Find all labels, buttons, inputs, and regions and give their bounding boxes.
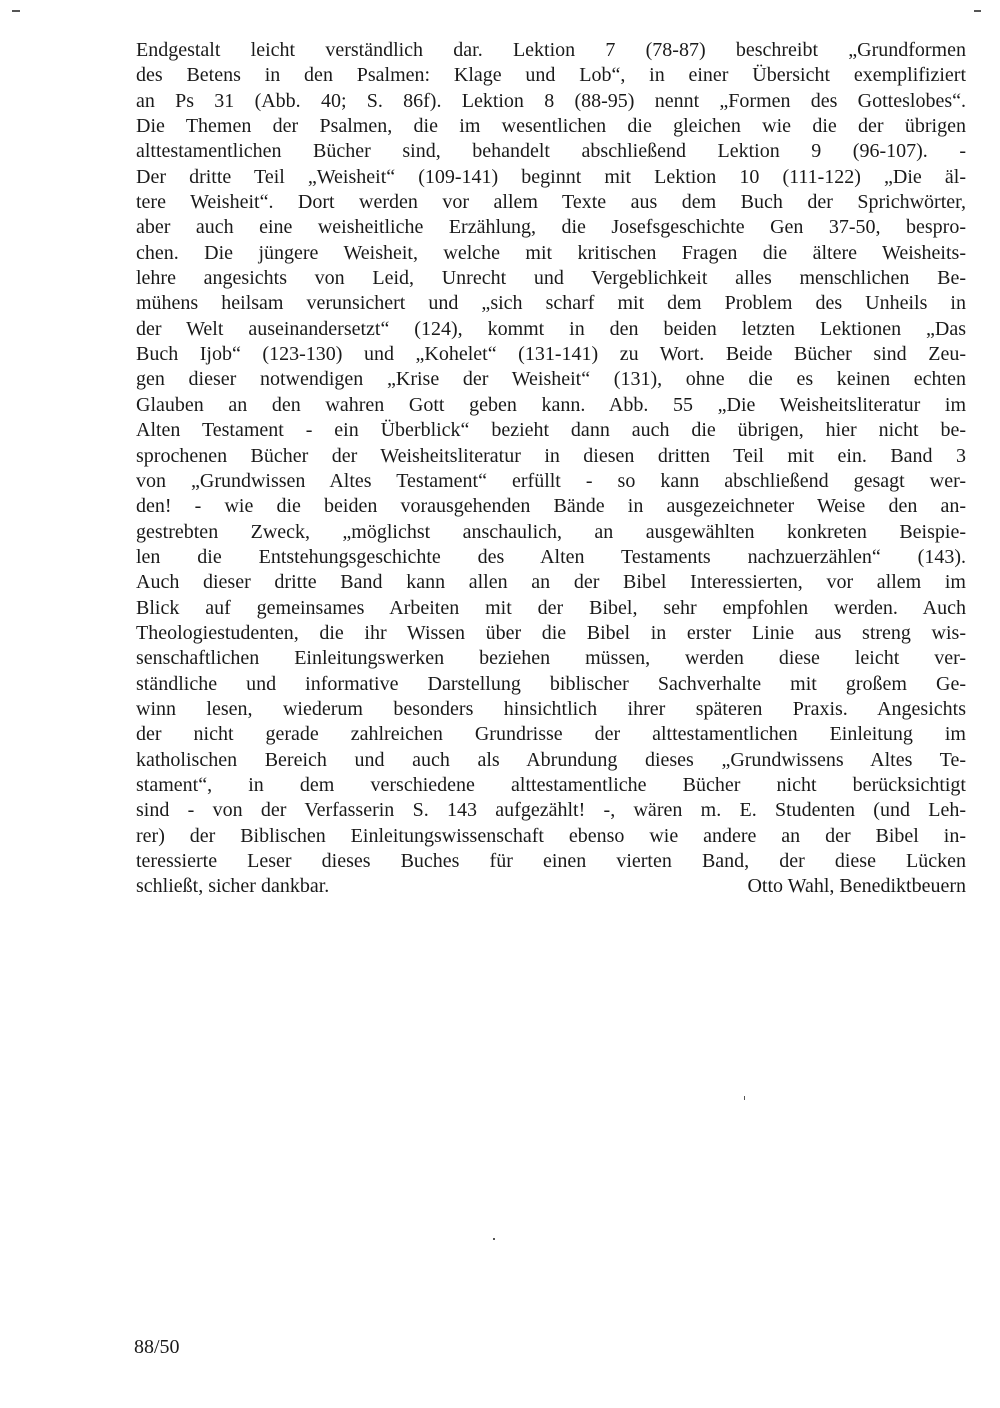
page-number: 88/50 (134, 1336, 180, 1358)
text-line: Endgestalt leicht verständlich dar. Lektion 7 (78-87) beschreibt „Grundformen (136, 39, 966, 61)
text-line: gestrebten Zweck, „möglichst anschaulich, an ausgewählten konkreten Beispie- (136, 520, 966, 543)
text-line: lehre angesichts von Leid, Unrecht und Vergeblichkeit alles menschlichen Be- (136, 267, 966, 290)
text-line: alttestamentlichen Bücher sind, behandelt abschließend Lektion 9 (96-107). - (136, 140, 966, 163)
text-line: aber auch eine weisheitliche Erzählung, die Josefsgeschichte Gen 37-50, bespro- (136, 216, 966, 239)
text-line: sprochenen Bücher der Weisheitsliteratur in diesen dritten Teil mit ein. Band 3 (136, 444, 966, 467)
text-line: katholischen Bereich und auch als Abrundung dieses „Grundwissens Altes Te- (136, 748, 966, 771)
text-line: Die Themen der Psalmen, die im wesentlichen die gleichen wie die der übrigen (136, 115, 966, 138)
text-line: Blick auf gemeinsames Arbeiten mit der Bibel, sehr empfohlen werden. Auch (136, 596, 966, 619)
text-line: den! - wie die beiden vorausgehenden Bände in ausgezeichneter Weise den an- (136, 495, 966, 518)
text-line: Theologiestudenten, die ihr Wissen über die Bibel in erster Linie aus streng wis- (136, 621, 966, 644)
text-line: rer) der Biblischen Einleitungswissenschaft ebenso wie andere an der Bibel in- (136, 824, 966, 847)
text-line: von „Grundwissen Altes Testament“ erfüllt - so kann abschließend gesagt wer- (136, 469, 966, 492)
text-line: Der dritte Teil „Weisheit“ (109-141) beginnt mit Lektion 10 (111-122) „Die äl- (136, 165, 966, 188)
scan-artifact-dot (493, 1238, 495, 1240)
text-line: winn lesen, wiederum besonders hinsichtlich ihrer späteren Praxis. Angesichts (136, 697, 966, 720)
text-line: senschaftlichen Einleitungswerken beziehen müssen, werden diese leicht ver- (136, 647, 966, 670)
text-line: teressierte Leser dieses Buches für einen vierten Band, der diese Lücken (136, 850, 966, 872)
text-line: ständliche und informative Darstellung biblischer Sachverhalte mit großem Ge- (136, 672, 966, 695)
scan-artifact-top-right (974, 10, 981, 12)
text-line: an Ps 31 (Abb. 40; S. 86f). Lektion 8 (88-95) nennt „Formen des Gotteslobes“. (136, 89, 966, 112)
author-signature: Otto Wahl, Benediktbeuern (747, 875, 966, 898)
text-line: tere Weisheit“. Dort werden vor allem Texte aus dem Buch der Sprichwörter, (136, 191, 966, 214)
text-line: des Betens in den Psalmen: Klage und Lob“, in einer Übersicht exemplifiziert (136, 64, 966, 87)
text-line: Alten Testament - ein Überblick“ bezieht dann auch die übrigen, hier nicht be- (136, 419, 966, 442)
text-line: mühens heilsam verunsichert und „sich scharf mit dem Problem des Unheils in (136, 292, 966, 315)
text-line: der nicht gerade zahlreichen Grundrisse der alttestamentlichen Einleitung im (136, 723, 966, 746)
text-line: der Welt auseinandersetzt“ (124), kommt in den beiden letzten Lektionen „Das (136, 317, 966, 340)
text-line: Auch dieser dritte Band kann allen an der Bibel Interessierten, vor allem im (136, 571, 966, 594)
text-line: stament“, in dem verschiedene alttestamentliche Bücher nicht berücksichtigt (136, 773, 966, 796)
text-line: gen dieser notwendigen „Krise der Weisheit“ (131), ohne die es keinen echten (136, 368, 966, 391)
text-line: Buch Ijob“ (123-130) und „Kohelet“ (131-141) zu Wort. Beide Bücher sind Zeu- (136, 343, 966, 366)
closing-text: schließt, sicher dankbar. (136, 875, 330, 898)
text-line: chen. Die jüngere Weisheit, welche mit kritischen Fragen die ältere Weisheits- (136, 241, 966, 264)
review-body-text (136, 38, 966, 900)
closing-line (136, 874, 966, 899)
text-line: sind - von der Verfasserin S. 143 aufgezählt! -, wären m. E. Studenten (und Leh- (136, 799, 966, 822)
scan-artifact-top-left (12, 10, 20, 12)
text-line: len die Entstehungsgeschichte des Alten Testaments nachzuerzählen“ (143). (136, 545, 966, 568)
scan-artifact-dot (744, 1096, 745, 1100)
text-line: Glauben an den wahren Gott geben kann. Abb. 55 „Die Weisheitsliteratur im (136, 393, 966, 416)
